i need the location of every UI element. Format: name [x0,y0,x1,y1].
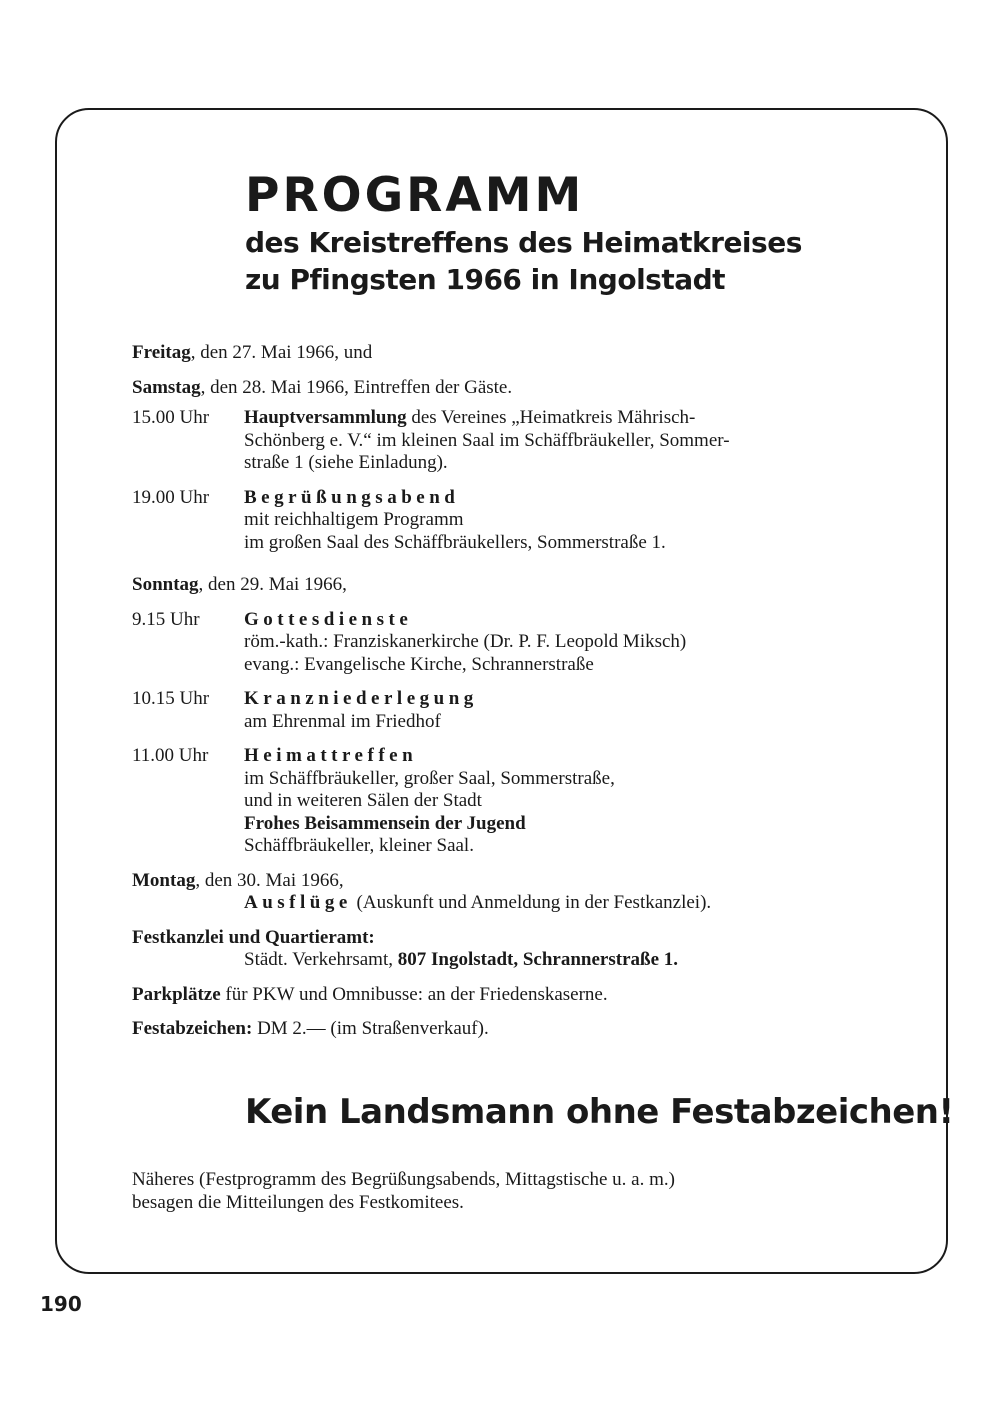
event-line: mit reichhaltigem Programm [244,509,464,530]
program-body [132,342,892,1041]
page-number: 190 [40,1292,82,1316]
event-line: straße 1 (siehe Einladung). [244,452,448,473]
office-label: Festkanzlei und Quartieramt: [132,926,375,948]
program-subtitle-line2: zu Pfingsten 1966 in Ingolstadt [245,263,726,296]
program-title: PROGRAMM [245,168,585,223]
event-time: 19.00 Uhr [132,486,210,508]
youth-title: Frohes Beisammensein der Jugend [244,812,526,834]
parking-text: für PKW und Omnibusse: an der Friedenskaserne. [220,983,608,1005]
event-line: Schönberg e. V.“ im kleinen Saal im Schäffbräukeller, Sommer- [244,429,730,451]
badge-label: Festabzeichen: [132,1018,253,1039]
event-line: im großen Saal des Schäffbräukellers, Sommerstraße 1. [244,531,666,553]
event-line: des Vereines „Heimatkreis Mährisch- [406,407,696,428]
event-title: Heimattreffen [244,745,418,766]
monday-line [132,870,892,893]
closing-note [132,1168,892,1214]
parking-line [132,984,892,1007]
event-time: 10.15 Uhr [132,688,210,709]
program-heading [245,168,802,298]
office-address-start: Städt. Verkehrsamt, [244,949,398,970]
badge-line [132,1018,892,1041]
friday-text: , den 27. Mai 1966, und [190,342,373,363]
friday-day: Freitag [132,342,191,363]
event-line: röm.-kath.: Franziskanerkirche (Dr. P. F. Leopold Miksch) [244,631,687,652]
event-line: und in weiteren Sälen der Stadt [244,790,482,811]
event-time: 15.00 Uhr [132,407,210,428]
event-title: Hauptversammlung [244,407,407,428]
saturday-line [132,377,892,400]
monday-text: , den 30. Mai 1966, [195,869,344,891]
excursion-title: Ausflüge [244,892,352,913]
excursion-line [132,892,892,915]
office-address [132,949,892,972]
sunday-line [132,574,892,597]
parking-label: Parkplätze [132,983,221,1005]
event-time: 11.00 Uhr [132,745,209,766]
event-line: evang.: Evangelische Kirche, Schrannerstraße [244,653,594,675]
event-title: Begrüßungsabend [244,486,460,508]
event-title: Kranzniederlegung [244,688,478,709]
event-gottesdienste [132,609,892,677]
event-time: 9.15 Uhr [132,608,200,630]
friday-line [132,342,892,365]
event-hauptversammlung [132,407,892,475]
monday-day: Montag [132,869,196,891]
event-kranzniederlegung [132,688,892,733]
office-address-bold: 807 Ingolstadt, Schrannerstraße 1. [397,949,679,970]
saturday-text: , den 28. Mai 1966, Eintreffen der Gäste. [200,376,513,398]
event-heimattreffen [132,745,892,858]
excursion-text: (Auskunft und Anmeldung in der Festkanzlei). [351,892,712,913]
program-subtitle-line1: des Kreistreffens des Heimatkreises [245,226,802,259]
note-line: besagen die Mitteilungen des Festkomitees. [132,1192,464,1213]
event-line: am Ehrenmal im Friedhof [244,710,441,732]
sunday-text: , den 29. Mai 1966, [198,574,347,595]
event-title: Gottesdienste [244,608,413,630]
youth-line: Schäffbräukeller, kleiner Saal. [244,835,474,856]
badge-text: DM 2.— (im Straßenverkauf). [252,1018,489,1039]
event-line: im Schäffbräukeller, großer Saal, Sommerstraße, [244,767,615,789]
event-begruessungsabend [132,487,892,555]
note-line: Näheres (Festprogramm des Begrüßungsabends, Mittagstische u. a. m.) [132,1169,675,1190]
saturday-day: Samstag [132,376,201,398]
slogan-headline: Kein Landsmann ohne Festabzeichen! [245,1092,954,1132]
sunday-day: Sonntag [132,574,199,595]
